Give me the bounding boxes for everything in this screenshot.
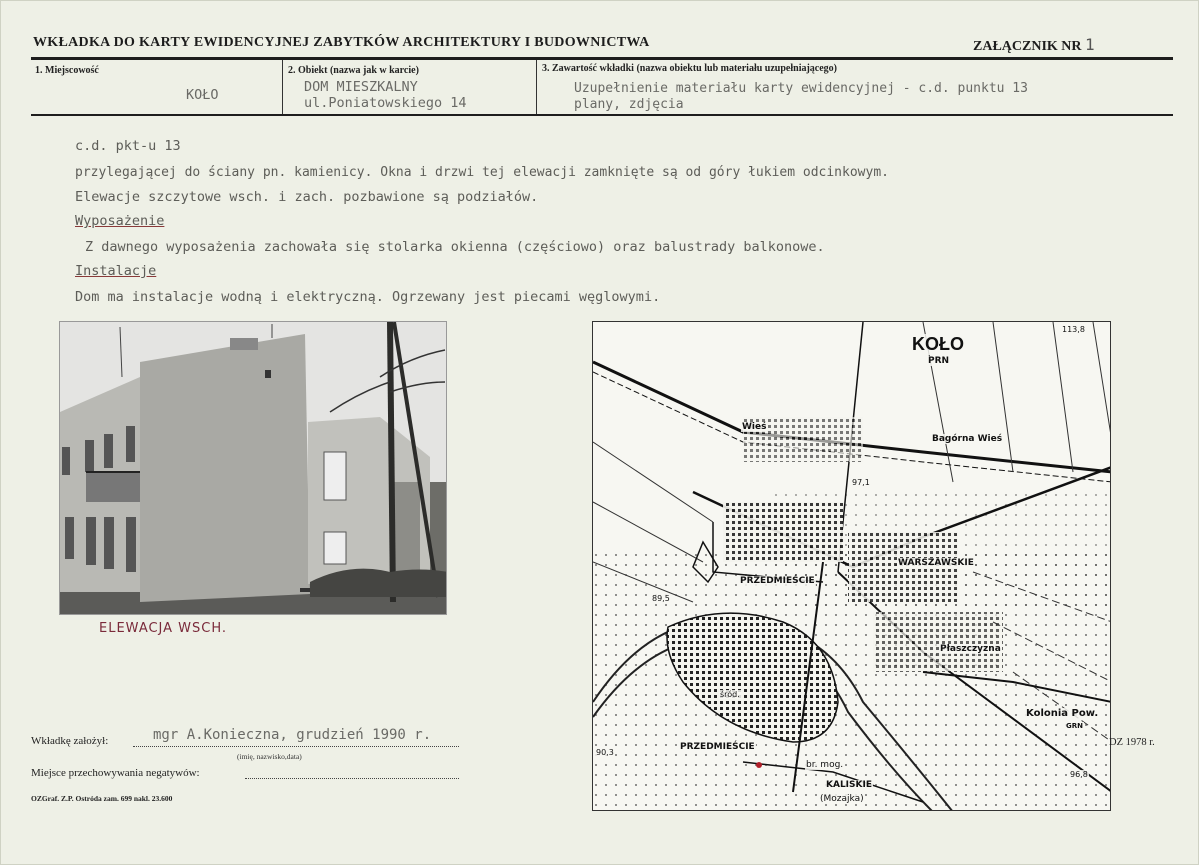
map-label-wies: Wieś	[742, 422, 767, 432]
author-label: Wkładkę założył:	[31, 735, 109, 747]
object-value-line2: ul.Poniatowskiego 14	[304, 95, 467, 111]
map-source-note: DZ 1978 r.	[1109, 737, 1155, 748]
field-separator-1	[282, 60, 283, 114]
field-separator-2	[536, 60, 537, 114]
annex-number: 1	[1085, 35, 1095, 54]
map-label-bagorna: Bagórna Wieś	[932, 434, 1003, 444]
installations-text: Dom ma instalacje wodną i elektryczną. Ogrzewany jest piecami węglowymi.	[75, 289, 661, 305]
content-label: 3. Zawartość wkładki (nazwa obiektu lub materiału uzupełniającego)	[542, 63, 838, 74]
author-dotline	[133, 746, 459, 747]
building-photo	[59, 321, 447, 615]
storage-dotline	[245, 778, 459, 779]
header-rule-bottom	[31, 114, 1173, 116]
content-value-line1: Uzupełnienie materiału karty ewidencyjnej - c.d. punktu 13	[574, 81, 1028, 96]
map-subtitle: PRN	[928, 356, 950, 366]
locality-value: KOŁO	[186, 87, 219, 103]
map-label-kolonia: Kolonia Pow.	[1026, 708, 1099, 719]
header-rule-top	[31, 57, 1173, 60]
author-value: mgr A.Konieczna, grudzień 1990 r.	[153, 727, 432, 743]
map-label-przedmiescie-2: PRZEDMIEŚCIE	[680, 742, 755, 752]
annex-label	[973, 35, 1095, 55]
annex-label-text: ZAŁĄCZNIK NR	[973, 39, 1082, 54]
map-label-plaszczyzna: Płaszczyzna	[940, 644, 1001, 654]
map-label-grn: GRN	[1066, 722, 1083, 730]
map-label-warszawskie: WARSZAWSKIE	[898, 558, 974, 568]
heading-equipment: Wyposażenie	[75, 213, 165, 229]
equipment-text: Z dawnego wyposażenia zachowała się stolarka okienna (częściowo) oraz balustrady balkonowe.	[85, 239, 825, 255]
object-label: 2. Obiekt (nazwa jak w karcie)	[288, 65, 419, 76]
map-label-brmog: br. mog.	[806, 760, 844, 770]
map-title: KOŁO	[912, 334, 964, 354]
locality-label: 1. Miejscowość	[35, 65, 99, 76]
printer-note: OZGraf. Z.P. Ostróda zam. 699 nakl. 23.600	[31, 794, 173, 803]
body-line-3: Elewacje szczytowe wsch. i zach. pozbawione są podziałów.	[75, 189, 539, 205]
building-photo-drawing	[60, 322, 447, 615]
location-map	[592, 321, 1111, 811]
map-elev-3: 97,1	[852, 478, 870, 487]
map-elev-4: 90,3	[596, 748, 614, 757]
map-label-przedmiescie-1: PRZEDMIEŚCIE	[740, 576, 815, 586]
storage-label: Miejsce przechowywania negatywów:	[31, 767, 200, 779]
photo-caption: ELEWACJA WSCH.	[99, 621, 228, 636]
content-value-line2: plany, zdjęcia	[574, 97, 684, 112]
location-map-drawing	[593, 322, 1111, 811]
map-label-mozajka: (Mozajka)	[820, 794, 864, 804]
body-line-1: c.d. pkt-u 13	[75, 138, 181, 154]
map-elev-5: 96,8	[1070, 770, 1088, 779]
body-line-2: przylegającej do ściany pn. kamienicy. Okna i drzwi tej elewacji zamknięte są od góry łukiem odcinkowym.	[75, 165, 889, 180]
map-label-kaliskie: KALISKIE	[826, 780, 872, 790]
map-label-str: śród.	[720, 690, 740, 699]
heading-installations: Instalacje	[75, 263, 157, 279]
map-elev-1: 113,8	[1062, 325, 1085, 334]
author-hint: (imię, nazwisko,data)	[237, 752, 302, 761]
map-elev-2: 89,5	[652, 594, 670, 603]
form-title: WKŁADKA DO KARTY EWIDENCYJNEJ ZABYTKÓW ARCHITEKTURY I BUDOWNICTWA	[33, 35, 650, 50]
object-value-line1: DOM MIESZKALNY	[304, 79, 418, 95]
